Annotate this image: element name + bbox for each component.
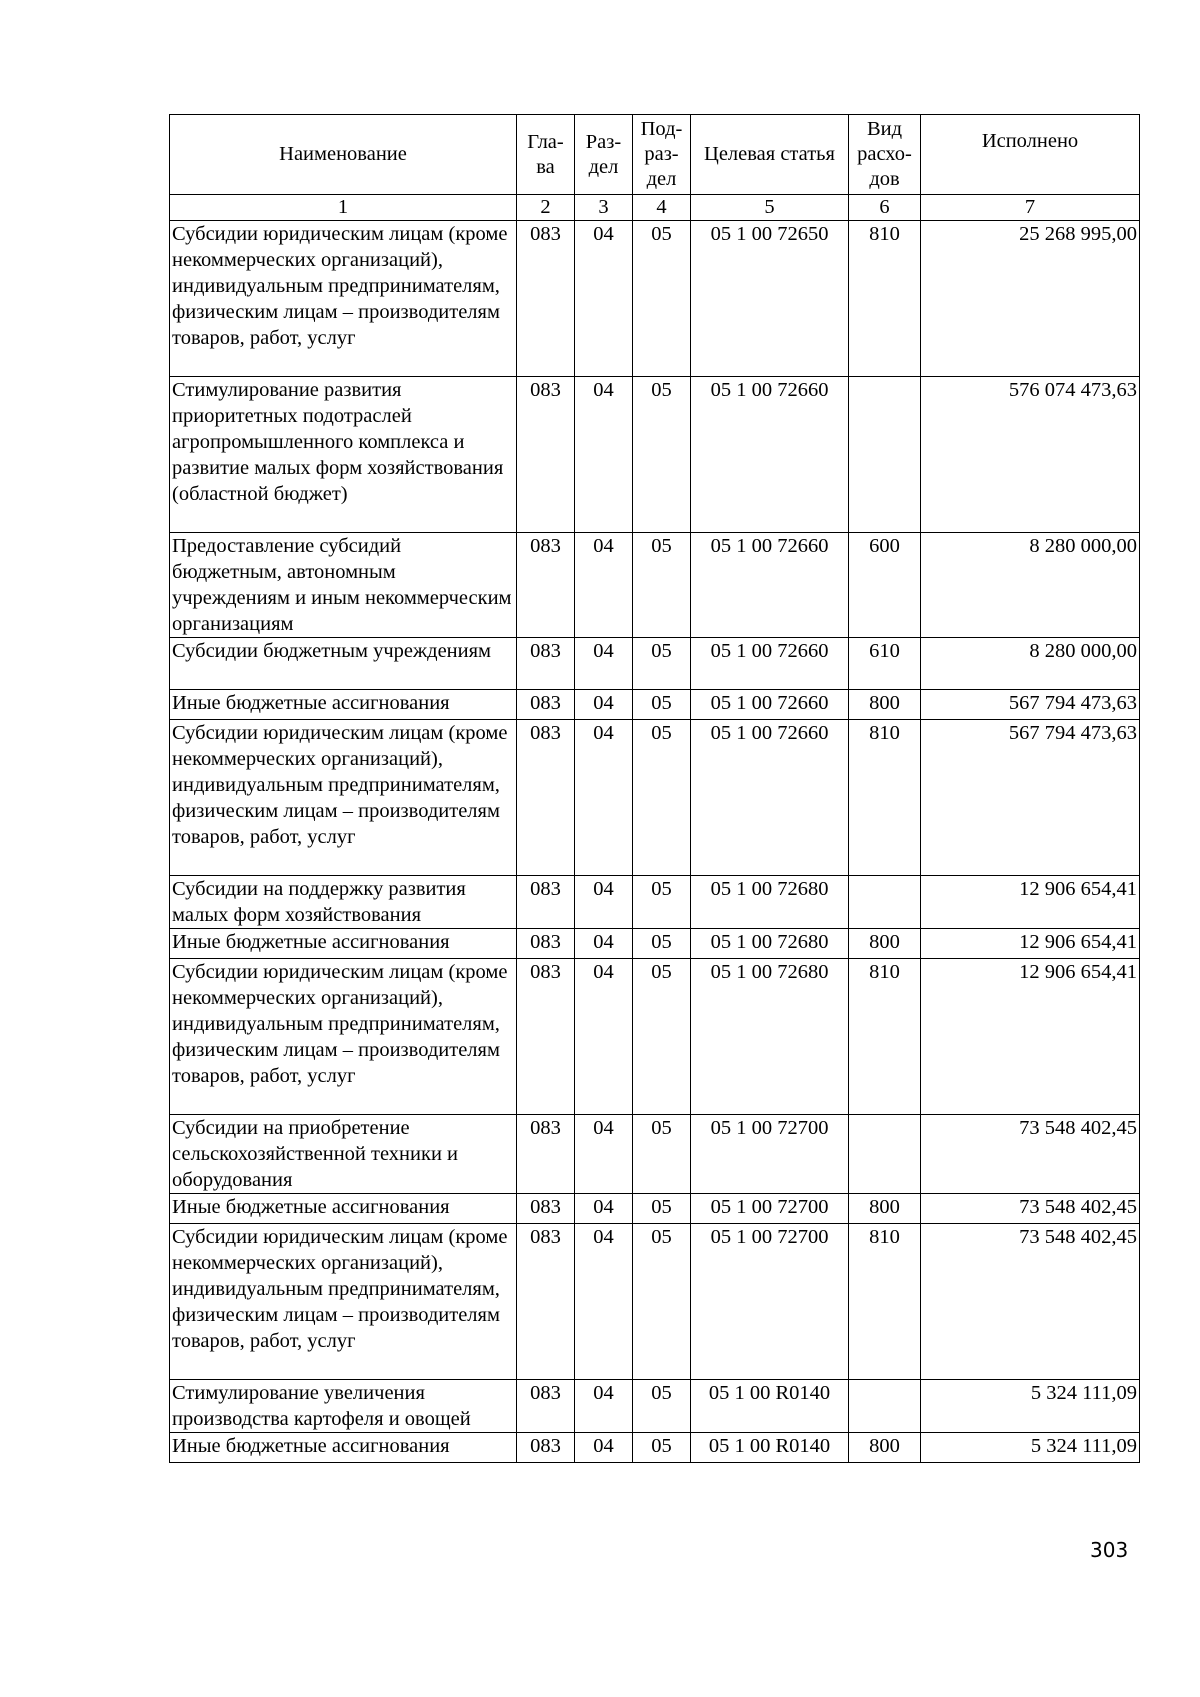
table-row: [170, 959, 1140, 1115]
row-name: Субсидии на поддержку развития малых форм хозяйствования: [170, 876, 517, 929]
row-amount: 73 548 402,45: [921, 1115, 1140, 1194]
table-row: [170, 1194, 1140, 1224]
row-podrazdel: 05: [633, 221, 691, 377]
row-podrazdel: 05: [633, 377, 691, 533]
header-ispolneno: Исполнено: [921, 115, 1140, 195]
row-amount: 567 794 473,63: [921, 690, 1140, 720]
table-row: [170, 720, 1140, 876]
row-statya: 05 1 00 72680: [691, 929, 849, 959]
row-amount: 73 548 402,45: [921, 1194, 1140, 1224]
row-glava: 083: [517, 929, 575, 959]
row-amount: 8 280 000,00: [921, 533, 1140, 638]
header-vid: Вид расхо- дов: [849, 115, 921, 195]
header-statya: Целевая статья: [691, 115, 849, 195]
row-statya: 05 1 00 R0140: [691, 1380, 849, 1433]
row-vid: [849, 1380, 921, 1433]
row-podrazdel: 05: [633, 959, 691, 1115]
row-razdel: 04: [575, 876, 633, 929]
row-glava: 083: [517, 221, 575, 377]
row-podrazdel: 05: [633, 1224, 691, 1380]
row-glava: 083: [517, 638, 575, 690]
row-name: Субсидии юридическим лицам (кроме некоммерческих организаций), индивидуальным предпринимателям, физическим лицам – производителям товаров, работ, услуг: [170, 1224, 517, 1380]
row-name: Стимулирование развития приоритетных подотраслей агропромышленного комплекса и развитие малых форм хозяйствования (областной бюджет): [170, 377, 517, 533]
row-name: Иные бюджетные ассигнования: [170, 1433, 517, 1463]
row-glava: 083: [517, 1115, 575, 1194]
row-statya: 05 1 00 72660: [691, 377, 849, 533]
row-glava: 083: [517, 1380, 575, 1433]
row-vid: 800: [849, 929, 921, 959]
row-statya: 05 1 00 72660: [691, 720, 849, 876]
row-vid: 810: [849, 221, 921, 377]
row-vid: 610: [849, 638, 921, 690]
row-razdel: 04: [575, 638, 633, 690]
table-row: [170, 1224, 1140, 1380]
header-razdel: Раз- дел: [575, 115, 633, 195]
row-amount: 5 324 111,09: [921, 1380, 1140, 1433]
table-header-row: [170, 115, 1140, 195]
column-numbers-row: [170, 195, 1140, 221]
header-glava: Гла- ва: [517, 115, 575, 195]
table-row: [170, 876, 1140, 929]
row-statya: 05 1 00 72680: [691, 876, 849, 929]
row-razdel: 04: [575, 1194, 633, 1224]
row-amount: 576 074 473,63: [921, 377, 1140, 533]
column-number: 6: [849, 195, 921, 221]
row-glava: 083: [517, 1194, 575, 1224]
row-amount: 5 324 111,09: [921, 1433, 1140, 1463]
row-amount: 12 906 654,41: [921, 959, 1140, 1115]
row-razdel: 04: [575, 221, 633, 377]
column-number: 1: [170, 195, 517, 221]
row-name: Предоставление субсидий бюджетным, автономным учреждениям и иным некоммерческим организациям: [170, 533, 517, 638]
header-podrazdel: Под- раз- дел: [633, 115, 691, 195]
row-razdel: 04: [575, 1224, 633, 1380]
row-razdel: 04: [575, 377, 633, 533]
column-number: 4: [633, 195, 691, 221]
row-name: Стимулирование увеличения производства картофеля и овощей: [170, 1380, 517, 1433]
table-body: [170, 221, 1140, 1463]
row-podrazdel: 05: [633, 533, 691, 638]
row-glava: 083: [517, 1433, 575, 1463]
row-statya: 05 1 00 72660: [691, 690, 849, 720]
table-row: [170, 221, 1140, 377]
row-glava: 083: [517, 959, 575, 1115]
row-amount: 12 906 654,41: [921, 876, 1140, 929]
row-razdel: 04: [575, 1380, 633, 1433]
row-amount: 73 548 402,45: [921, 1224, 1140, 1380]
row-statya: 05 1 00 72660: [691, 533, 849, 638]
row-amount: 25 268 995,00: [921, 221, 1140, 377]
row-vid: 800: [849, 690, 921, 720]
row-razdel: 04: [575, 1115, 633, 1194]
row-razdel: 04: [575, 1433, 633, 1463]
table-row: [170, 1380, 1140, 1433]
row-name: Субсидии на приобретение сельскохозяйственной техники и оборудования: [170, 1115, 517, 1194]
row-amount: 567 794 473,63: [921, 720, 1140, 876]
row-podrazdel: 05: [633, 1433, 691, 1463]
row-statya: 05 1 00 72700: [691, 1224, 849, 1380]
column-number: 2: [517, 195, 575, 221]
row-glava: 083: [517, 690, 575, 720]
row-podrazdel: 05: [633, 720, 691, 876]
row-podrazdel: 05: [633, 690, 691, 720]
row-statya: 05 1 00 72700: [691, 1194, 849, 1224]
row-statya: 05 1 00 72650: [691, 221, 849, 377]
row-vid: [849, 1115, 921, 1194]
table-row: [170, 690, 1140, 720]
table-row: [170, 377, 1140, 533]
row-statya: 05 1 00 72660: [691, 638, 849, 690]
row-statya: 05 1 00 R0140: [691, 1433, 849, 1463]
row-glava: 083: [517, 876, 575, 929]
row-vid: 810: [849, 959, 921, 1115]
column-number: 3: [575, 195, 633, 221]
row-amount: 8 280 000,00: [921, 638, 1140, 690]
row-vid: [849, 876, 921, 929]
table-row: [170, 638, 1140, 690]
page-number: 303: [1090, 1538, 1129, 1562]
row-podrazdel: 05: [633, 929, 691, 959]
budget-execution-table: [169, 114, 1140, 1463]
row-razdel: 04: [575, 533, 633, 638]
row-razdel: 04: [575, 690, 633, 720]
row-glava: 083: [517, 1224, 575, 1380]
row-vid: 810: [849, 720, 921, 876]
row-name: Субсидии юридическим лицам (кроме некоммерческих организаций), индивидуальным предпринимателям, физическим лицам – производителям товаров, работ, услуг: [170, 221, 517, 377]
header-name: Наименование: [170, 115, 517, 195]
row-podrazdel: 05: [633, 1194, 691, 1224]
row-statya: 05 1 00 72700: [691, 1115, 849, 1194]
row-name: Субсидии юридическим лицам (кроме некоммерческих организаций), индивидуальным предпринимателям, физическим лицам – производителям товаров, работ, услуг: [170, 959, 517, 1115]
row-vid: 600: [849, 533, 921, 638]
row-podrazdel: 05: [633, 1380, 691, 1433]
row-statya: 05 1 00 72680: [691, 959, 849, 1115]
row-razdel: 04: [575, 720, 633, 876]
table-row: [170, 533, 1140, 638]
row-razdel: 04: [575, 959, 633, 1115]
row-name: Субсидии юридическим лицам (кроме некоммерческих организаций), индивидуальным предпринимателям, физическим лицам – производителям товаров, работ, услуг: [170, 720, 517, 876]
row-podrazdel: 05: [633, 638, 691, 690]
row-glava: 083: [517, 533, 575, 638]
table-row: [170, 1115, 1140, 1194]
row-name: Субсидии бюджетным учреждениям: [170, 638, 517, 690]
row-name: Иные бюджетные ассигнования: [170, 690, 517, 720]
row-glava: 083: [517, 377, 575, 533]
row-glava: 083: [517, 720, 575, 876]
row-name: Иные бюджетные ассигнования: [170, 929, 517, 959]
table-row: [170, 929, 1140, 959]
row-name: Иные бюджетные ассигнования: [170, 1194, 517, 1224]
row-vid: [849, 377, 921, 533]
row-vid: 800: [849, 1433, 921, 1463]
row-vid: 810: [849, 1224, 921, 1380]
table-row: [170, 1433, 1140, 1463]
row-amount: 12 906 654,41: [921, 929, 1140, 959]
row-podrazdel: 05: [633, 876, 691, 929]
row-razdel: 04: [575, 929, 633, 959]
row-vid: 800: [849, 1194, 921, 1224]
row-podrazdel: 05: [633, 1115, 691, 1194]
column-number: 7: [921, 195, 1140, 221]
column-number: 5: [691, 195, 849, 221]
